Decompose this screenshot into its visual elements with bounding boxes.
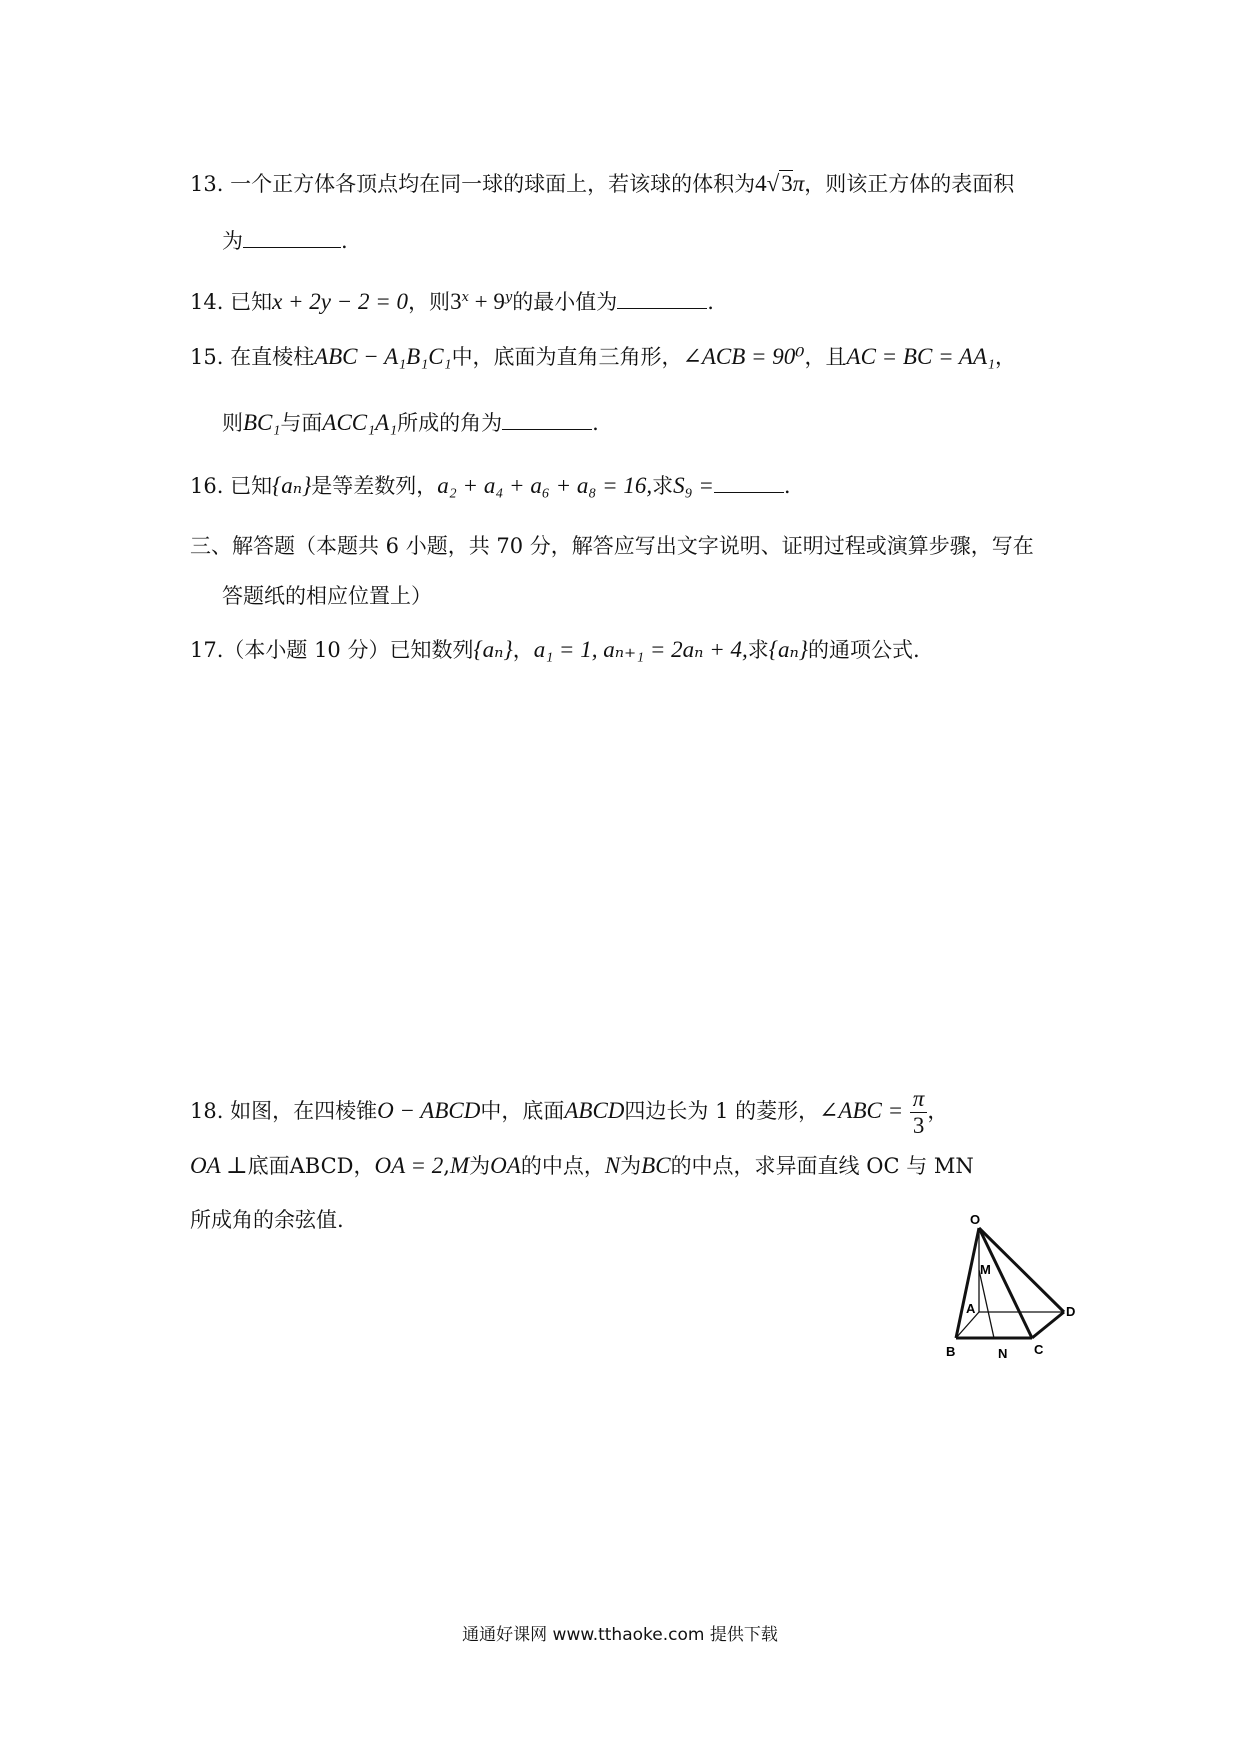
q15-angle: ∠ACB = 90⁰ — [682, 344, 805, 369]
q15-equal-sides: AC = BC = AA₁ — [846, 344, 996, 369]
pyramid-figure — [930, 1210, 1110, 1390]
section3-heading-cont: 答题纸的相应位置上） — [222, 584, 432, 608]
q14-line: 14. 已知x + 2y − 2 = 0，则$3^x + 9^y$的最小值为 . — [190, 289, 714, 314]
q14-answer-blank[interactable] — [617, 288, 707, 309]
label-O: O — [970, 1212, 981, 1227]
q15-line1: 15. 在直棱柱ABC − A₁B₁C₁中，底面为直角三角形，∠ACB = 90⁰，且AC = BC = AA₁， — [190, 344, 1017, 369]
q17-recurrence: a₁ = 1, aₙ₊₁ = 2aₙ + 4, — [533, 637, 748, 662]
edge-OD — [979, 1228, 1064, 1312]
label-M: M — [980, 1262, 991, 1277]
q15-answer-blank[interactable] — [502, 409, 592, 430]
q14-equation: x + 2y − 2 = 0 — [272, 289, 409, 314]
page-footer: 通通好课网 www.tthaoke.com 提供下载 — [462, 1625, 778, 1645]
edge-OC — [979, 1228, 1032, 1338]
section3-heading: 三、解答题（本题共 6 小题，共 70 分，解答应写出文字说明、证明过程或演算步骤，写在 — [190, 534, 1034, 558]
q16-equation: a₂ + a₄ + a₆ + a₈ = 16, — [437, 473, 653, 498]
q13-line2: 为 . — [222, 229, 348, 253]
label-A: A — [966, 1301, 976, 1316]
q18-line3: 所成角的余弦值. — [190, 1208, 344, 1232]
q13-volume-radicand: 3 — [781, 171, 793, 196]
label-D: D — [1066, 1304, 1076, 1319]
edge-OB — [956, 1228, 979, 1338]
q15-line2: 则BC₁与面ACC₁A₁所成的角为 . — [222, 410, 599, 435]
q13-volume-pi: π — [792, 171, 805, 196]
q16-answer-blank[interactable] — [714, 472, 784, 493]
label-N: N — [998, 1346, 1008, 1361]
q17-line: 17.（本小题 10 分）已知数列{aₙ}，a₁ = 1, aₙ₊₁ = 2aₙ + 4,求{aₙ}的通项公式. — [190, 637, 920, 662]
q15-prism: ABC − A₁B₁C₁ — [314, 344, 452, 369]
edge-CD — [1032, 1312, 1064, 1338]
label-B: B — [946, 1344, 956, 1359]
q13-volume-coef: 4 — [755, 171, 767, 196]
q18-line1: 18. 如图，在四棱锥O − ABCD中，底面ABCD四边长为 1 的菱形，∠ABC = $\frac{\pi}{3}$ ， — [190, 1086, 949, 1138]
q16-line: 16. 已知{aₙ}是等差数列，a₂ + a₄ + a₆ + a₈ = 16,求S₉ = . — [190, 473, 791, 498]
q13-answer-blank[interactable] — [243, 227, 341, 248]
q13-line1: 13. 一个正方体各顶点均在同一球的球面上，若该球的体积为4√3π，则该正方体的表面积 — [190, 171, 1015, 196]
q18-line2: OA ⊥底面ABCD，OA = 2,M为OA的中点，N为BC的中点，求异面直线 OC 与 MN — [190, 1153, 974, 1178]
label-C: C — [1034, 1342, 1044, 1357]
q18-angle-fraction: $\frac{\pi}{3}$ — [910, 1086, 928, 1139]
segment-MN — [979, 1270, 994, 1338]
